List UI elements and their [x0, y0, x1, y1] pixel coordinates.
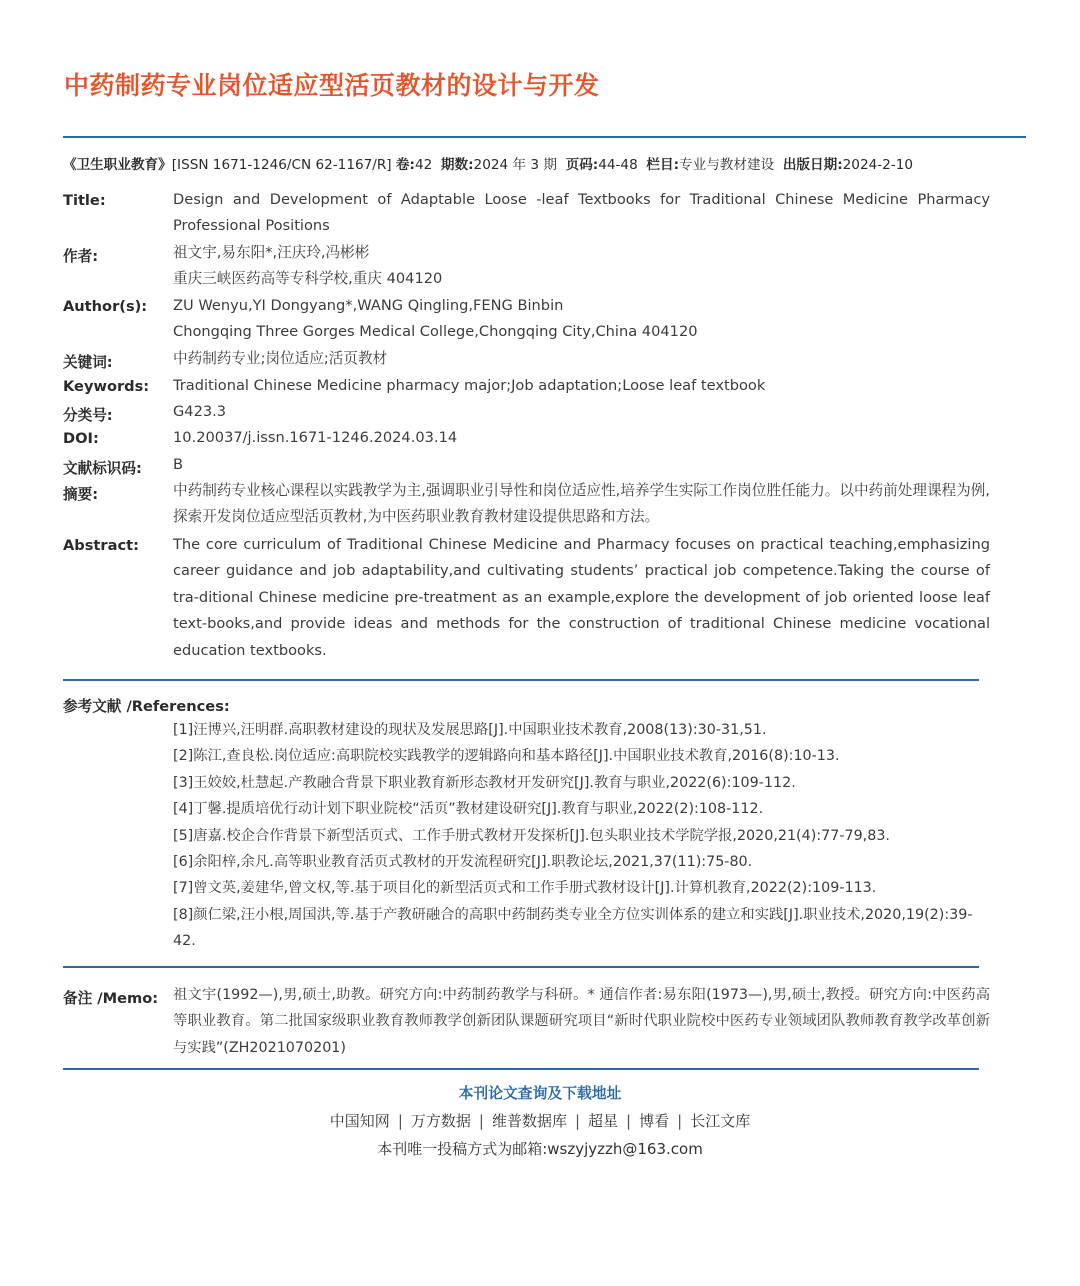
database-link[interactable]: 长江文库 [690, 1112, 751, 1130]
memo-label: 备注 /Memo: [63, 990, 159, 1007]
class-number: G423.3 [173, 403, 227, 420]
footer-heading: 本刊论文查询及下载地址 [458, 1085, 622, 1102]
date-label: 出版日期: [782, 157, 843, 173]
abstract-cn: 中药制药专业核心课程以实践教学为主,强调职业引导性和岗位适应性,培养学生实际工作岗位胜任能力。以中药前处理课程为例,探索开发岗位适应型活页教材,为中医药职业教育教材建设提供思路和方法。 [173, 482, 990, 526]
database-link[interactable]: 维普数据库 [491, 1112, 567, 1130]
submission-email: 本刊唯一投稿方式为邮箱:wszyjyzzh@163.com [377, 1140, 703, 1158]
memo-text: 祖文宇(1992—),男,硕士,助教。研究方向:中药制药教学与科研。* 通信作者:易东阳(1973—),男,硕士,教授。研究方向:中医药高等职业教育。第二批国家级职业教育教师教学创新团队课题研究项目“新时代职业院校中医药专业领域团队教师教育教学改革创新与实践”(ZH2021070201) [173, 987, 990, 1056]
doccode: B [173, 456, 184, 473]
title-en-line1: Design and Development of Adaptable Loose -leaf Textbooks for Traditional Chinese Medicine Pharmacy [173, 191, 990, 208]
column: 专业与教材建设 [679, 157, 775, 173]
divider-references [63, 679, 979, 681]
doi: 10.20037/j.issn.1671-1246.2024.03.14 [173, 429, 458, 446]
reference-item: [7]曾文英,姜建华,曾文权,等.基于项目化的新型活页式和工作手册式教材设计[J].计算机教育,2022(2):109-113. [173, 880, 877, 897]
divider-top [63, 136, 1026, 138]
authors-cn: 祖文宇,易东阳*,汪庆玲,冯彬彬 [173, 244, 370, 261]
issue-label: 期数: [440, 157, 474, 173]
publish-date: 2024-2-10 [842, 157, 914, 173]
reference-item: [1]汪博兴,汪明群.高职教材建设的现状及发展思路[J].中国职业技术教育,2008(13):30-31,51. [173, 722, 767, 738]
reference-item: [6]余阳梓,余凡.高等职业教育活页式教材的开发流程研究[J].职教论坛,2021,37(11):75-80. [173, 854, 753, 871]
authors-en-label: Author(s): [63, 298, 148, 315]
issn: [ISSN 1671-1246/CN 62-1167/R] [171, 157, 392, 173]
authors-en: ZU Wenyu,YI Dongyang*,WANG Qingling,FENG Binbin [173, 297, 564, 314]
divider-footer [63, 1068, 979, 1070]
affiliation-cn: 重庆三峡医药高等专科学校,重庆 404120 [173, 270, 443, 288]
database-link[interactable]: 万方数据 [410, 1112, 471, 1130]
affiliation-en: Chongqing Three Gorges Medical College,Chongqing City,China 404120 [173, 323, 698, 341]
abstract-cn-label: 摘要: [63, 486, 99, 503]
separator: | [574, 1112, 581, 1130]
keywords-cn: 中药制药专业;岗位适应;活页教材 [173, 350, 388, 367]
page-title: 中药制药专业岗位适应型活页教材的设计与开发 [64, 71, 600, 100]
authors-cn-label: 作者: [63, 248, 99, 265]
citation-line [63, 153, 1053, 173]
separator: | [478, 1112, 484, 1130]
database-link[interactable]: 博看 [639, 1112, 670, 1130]
reference-item: [3]王姣姣,杜慧起.产教融合背景下职业教育新形态教材开发研究[J].教育与职业,2022(6):109-112. [173, 774, 796, 791]
keywords-cn-label: 关键词: [63, 354, 113, 371]
column-label: 栏目: [646, 157, 680, 173]
volume: 42 [414, 157, 433, 173]
reference-item: [4]丁馨.提质培优行动计划下职业院校“活页”教材建设研究[J].教育与职业,2022(2):108-112. [173, 801, 764, 818]
pages-label: 页码: [565, 157, 599, 173]
separator: | [397, 1112, 403, 1130]
volume-label: 卷: [395, 157, 415, 173]
references-label: 参考文献 /References: [63, 698, 230, 715]
doccode-label: 文献标识码: [63, 460, 142, 477]
database-link[interactable]: 中国知网 [329, 1112, 390, 1130]
footer-databases [0, 1110, 1080, 1131]
issue: 2024 年 3 期 [473, 157, 557, 173]
reference-item: [8]颜仁梁,汪小根,周国洪,等.基于产教研融合的高职中药制药类专业全方位实训体系的建立和实践[J].职业技术,2020,19(2):39-42. [173, 906, 973, 950]
keywords-en-label: Keywords: [63, 378, 150, 395]
journal-name: 《卫生职业教育》 [63, 157, 172, 173]
abstract-en: The core curriculum of Traditional Chinese Medicine and Pharmacy focuses on practical teaching,emphasizing career guidance and job adaptability,and cultivating students’ practical job competence.Taking the course of tra-ditional Chinese medicine pre-treatment as an example,explore the development of job oriented loose leaf text-books,and provide ideas and methods for the construction of traditional Chinese medicine vocational education textbooks. [173, 536, 990, 659]
class-label: 分类号: [63, 407, 113, 424]
divider-memo [63, 966, 979, 968]
pages: 44-48 [598, 157, 638, 173]
reference-item: [5]唐嘉.校企合作背景下新型活页式、工作手册式教材开发探析[J].包头职业技术学院学报,2020,21(4):77-79,83. [173, 827, 890, 844]
field-title-label: Title: [63, 192, 106, 209]
reference-item: [2]陈江,查良松.岗位适应:高职院校实践教学的逻辑路向和基本路径[J].中国职业技术教育,2016(8):10-13. [173, 748, 840, 765]
abstract-en-label: Abstract: [63, 537, 139, 554]
title-en-line2: Professional Positions [173, 217, 330, 235]
database-link[interactable]: 超星 [588, 1112, 619, 1130]
doi-label: DOI: [63, 430, 99, 447]
separator: | [677, 1112, 683, 1130]
references-list [173, 717, 991, 955]
keywords-en: Traditional Chinese Medicine pharmacy major;Job adaptation;Loose leaf textbook [173, 377, 766, 394]
separator: | [626, 1112, 632, 1130]
